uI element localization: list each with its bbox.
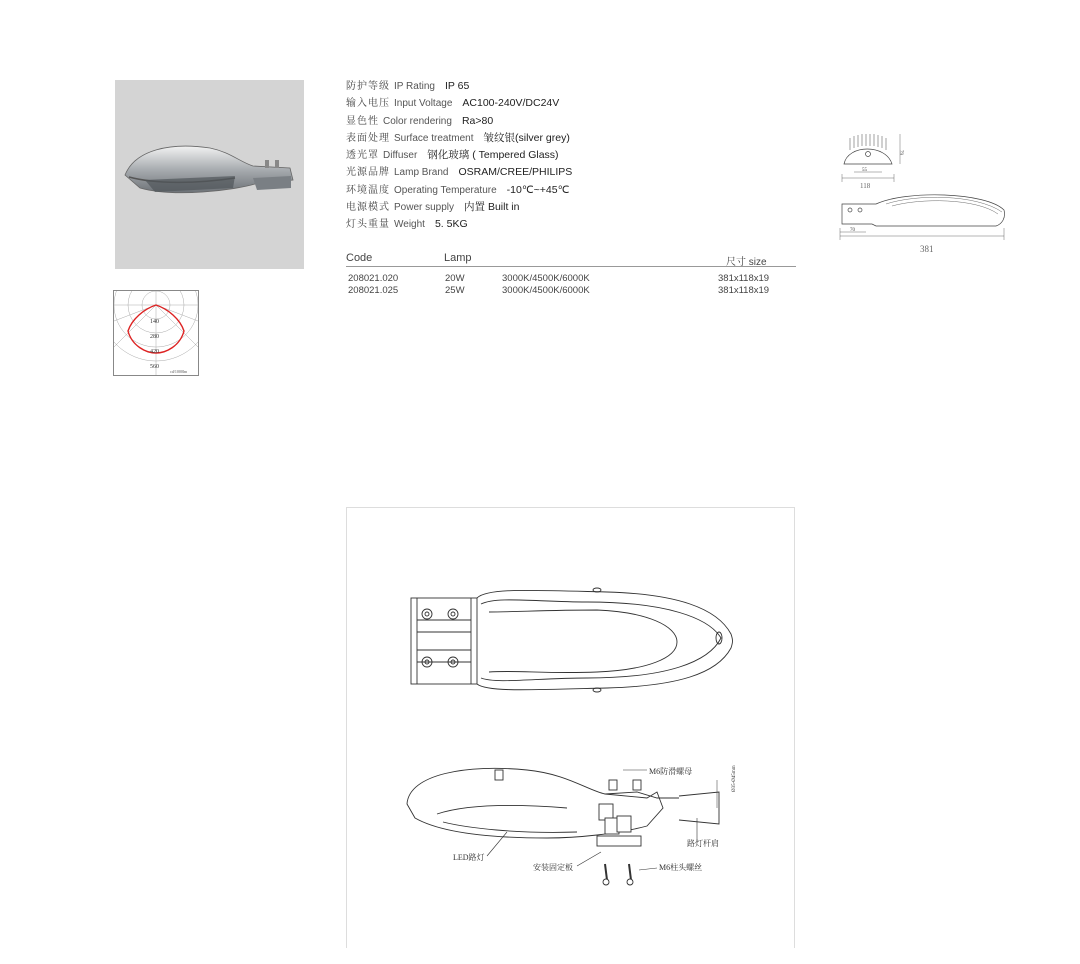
polar-label-560: 560 [150, 364, 159, 370]
product-photo [115, 80, 304, 269]
table-header [346, 252, 796, 267]
polar-label-140: 140 [150, 319, 159, 325]
polar-label-420: 420 [150, 349, 159, 355]
dim-mount: 70 [850, 228, 855, 233]
header-lamp: Lamp [444, 252, 472, 264]
table-row: 208021.025 25W 3000K/4500K/6000K 381x118x19 [348, 285, 770, 296]
spec-diffuser: 透光罩 Diffuser 钢化玻璃 ( Tempered Glass) [346, 149, 559, 162]
spec-power-supply: 电源模式 Power supply 内置 Built in [346, 201, 520, 214]
spec-list [346, 78, 796, 234]
label-diameter: Ø35-Ø45mm [732, 765, 737, 792]
label-arm: 路灯杆肩 [687, 839, 719, 848]
spec-ip-rating: 防护等级 IP Rating IP 65 [346, 80, 470, 92]
street-light-image [115, 80, 304, 269]
polar-unit: cd/1000lm [170, 369, 188, 374]
dim-inner: 55 [862, 168, 867, 173]
dim-height: 79 [898, 150, 903, 155]
spec-color-rendering: 显色性 Color rendering Ra>80 [346, 114, 494, 127]
spec-input-voltage: 输入电压 Input Voltage AC100-240V/DC24V [346, 97, 560, 110]
top-view-drawing [411, 588, 733, 692]
label-plate: 安装固定板 [533, 863, 573, 872]
model-table [346, 252, 796, 297]
spec-lamp-brand: 光源品牌 Lamp Brand OSRAM/CREE/PHILIPS [346, 166, 573, 179]
spec-operating-temperature: 环境温度 Operating Temperature -10℃~+45℃ [346, 183, 570, 196]
header-code: Code [346, 252, 373, 264]
dim-length: 381 [920, 244, 934, 254]
spec-weight: 灯头重量 Weight 5. 5KG [346, 218, 468, 231]
dim-width: 118 [860, 182, 871, 190]
light-distribution-diagram [113, 290, 199, 376]
assembly-drawing [346, 507, 795, 948]
label-nut: M6防滑螺母 [649, 767, 693, 776]
spec-surface-treatment: 表面处理 Surface treatment 皱纹银(silver grey) [346, 131, 570, 144]
label-screw: M6柱头螺丝 [659, 863, 703, 872]
dimension-drawing [836, 128, 1016, 258]
label-led: LED路灯 [453, 853, 485, 862]
header-size: 尺寸 size [726, 257, 767, 268]
table-row: 208021.020 20W 3000K/4500K/6000K 381x118x19 [348, 273, 770, 284]
polar-label-280: 280 [150, 334, 159, 340]
